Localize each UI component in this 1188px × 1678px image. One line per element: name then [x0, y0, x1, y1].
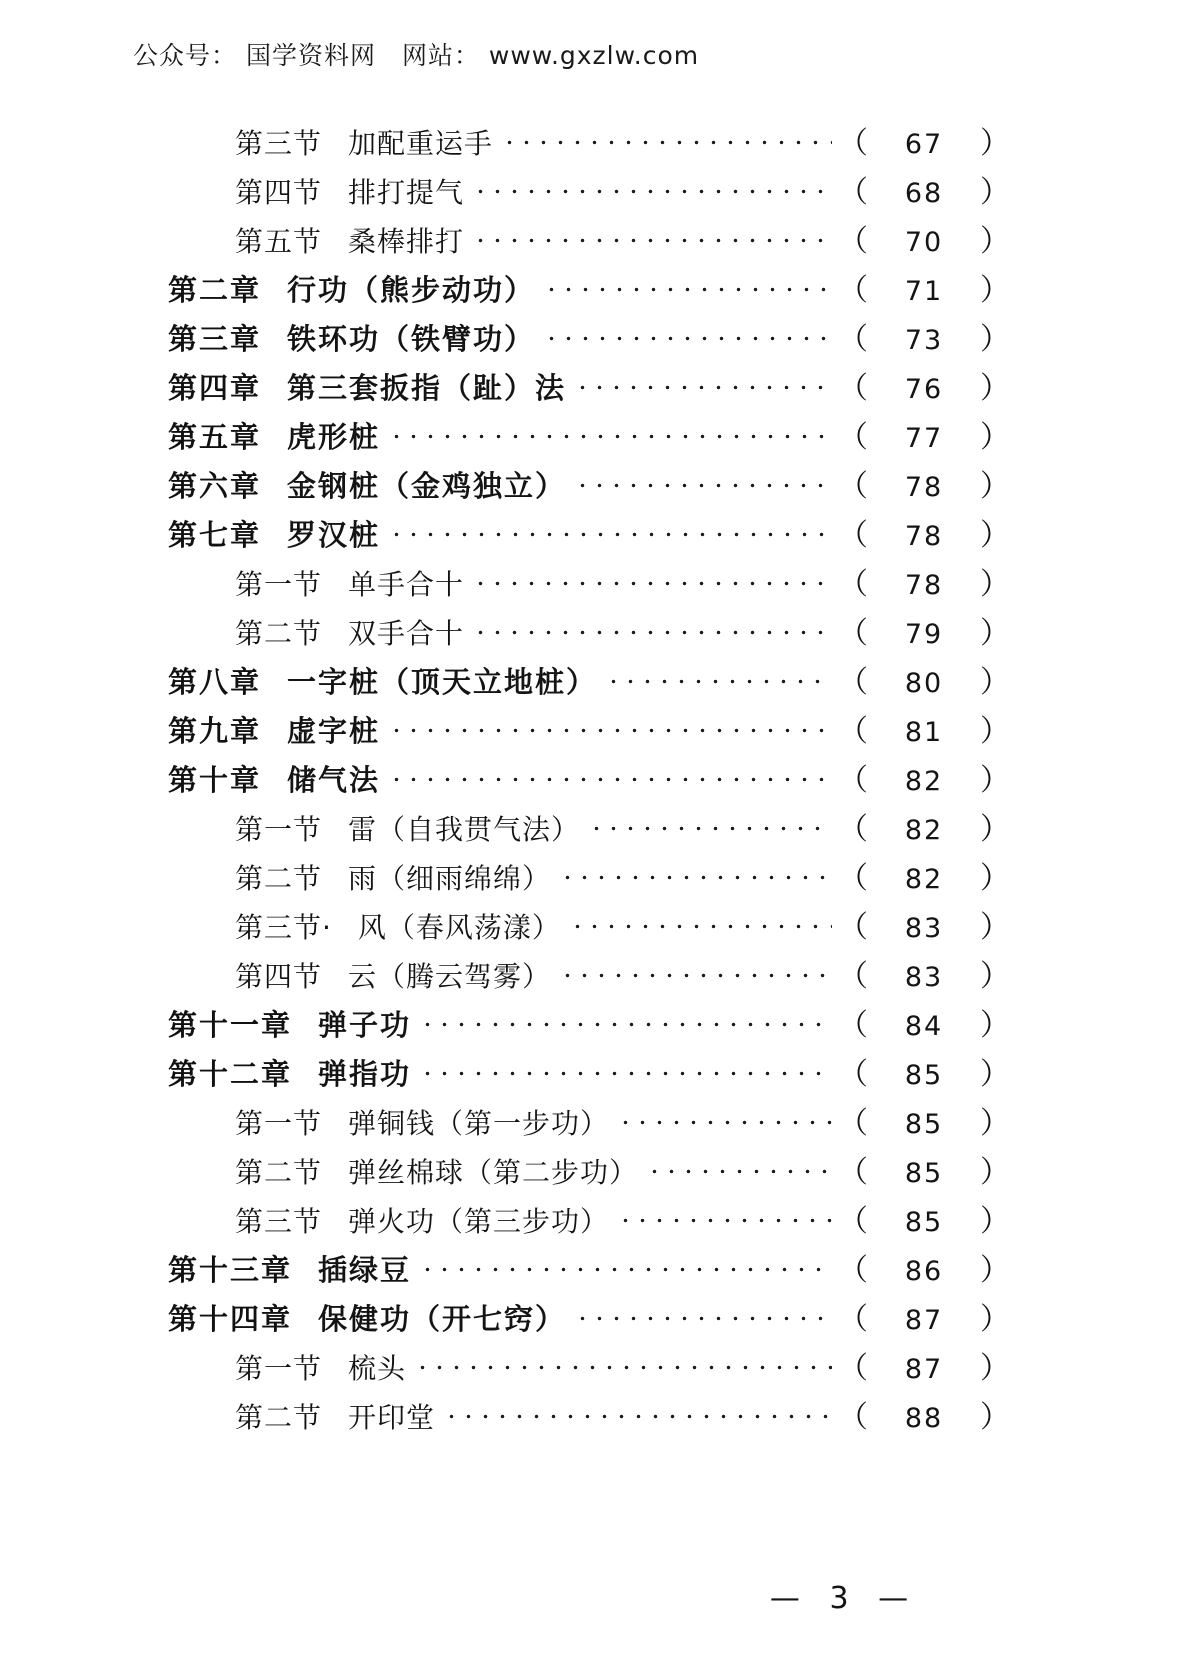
toc-leader-dots [617, 1105, 832, 1133]
toc-paren-open: （ [838, 861, 868, 896]
toc-entry-label: 第一节 [235, 568, 323, 601]
toc-entry[interactable] [150, 412, 1010, 461]
toc-entry-page: 70 [904, 227, 944, 258]
toc-entry-title: 雷（自我贯气法） [348, 813, 581, 846]
toc-leader-dots [646, 1154, 832, 1182]
toc-entry-title: 雨（细雨绵绵） [348, 862, 552, 895]
toc-paren-open: （ [838, 616, 868, 651]
toc-entry-label: 第六章 [168, 469, 262, 503]
toc-entry-page: 82 [904, 766, 944, 797]
toc-paren-close: ） [980, 469, 1010, 504]
toc-paren-open: （ [838, 1400, 868, 1435]
toc-entry-label: 第十一章 [168, 1008, 293, 1042]
toc-entry-title: 加配重运手 [348, 127, 494, 160]
toc-paren-close: ） [980, 273, 1010, 308]
toc-entry-title: 弹指功 [318, 1057, 412, 1091]
toc-leader-dots [559, 860, 832, 888]
toc-entry-title: 风（春风荡漾） [357, 911, 561, 944]
toc-entry-page: 86 [904, 1256, 944, 1287]
toc-entry-title: 金钢桩（金鸡独立） [287, 469, 567, 503]
toc-entry-label: 第五节 [235, 225, 323, 258]
toc-paren-close: ） [980, 371, 1010, 406]
toc-paren-open: （ [838, 812, 868, 847]
toc-paren-close: ） [980, 616, 1010, 651]
toc-entry[interactable] [150, 1000, 1010, 1049]
toc-entry[interactable] [150, 804, 1010, 853]
toc-entry-title: 排打提气 [348, 176, 465, 209]
toc-leader-dots [472, 615, 832, 643]
toc-paren-open: （ [838, 273, 868, 308]
folio-number: — 3 — [769, 1581, 919, 1616]
toc-entry-label: 第九章 [168, 714, 262, 748]
toc-entry[interactable] [150, 559, 1010, 608]
toc-entry-label: 第二节 [235, 1156, 323, 1189]
toc-paren-open: （ [838, 910, 868, 945]
toc-leader-dots [388, 517, 832, 545]
toc-entry-title: 开印堂 [348, 1401, 436, 1434]
toc-entry-label: 第一节 [235, 1107, 323, 1140]
toc-paren-open: （ [838, 322, 868, 357]
page-footer [0, 1581, 1188, 1616]
toc-entry-page: 77 [904, 423, 944, 454]
toc-entry-page: 78 [904, 472, 944, 503]
toc-entry-title: 双手合十 [348, 617, 465, 650]
toc-paren-open: （ [838, 714, 868, 749]
toc-leader-dots [617, 1203, 832, 1231]
toc-entry-page: 73 [904, 325, 944, 356]
toc-paren-open: （ [838, 175, 868, 210]
toc-entry[interactable] [150, 1098, 1010, 1147]
toc-paren-close: ） [980, 1400, 1010, 1435]
toc-entry-label: 第一节 [235, 813, 323, 846]
toc-paren-close: ） [980, 763, 1010, 798]
toc-paren-close: ） [980, 1204, 1010, 1239]
toc-entry[interactable] [150, 1392, 1010, 1441]
toc-entry-label: 第十三章 [168, 1253, 293, 1287]
toc-paren-open: （ [838, 1057, 868, 1092]
toc-entry-label: 第二节 [235, 862, 323, 895]
toc-leader-dots [388, 713, 832, 741]
toc-entry-label: 第四章 [168, 371, 262, 405]
toc-entry-page: 80 [904, 668, 944, 699]
toc-paren-open: （ [838, 518, 868, 553]
toc-paren-open: （ [838, 1351, 868, 1386]
toc-entry-page: 87 [904, 1354, 944, 1385]
toc-entry-page: 79 [904, 619, 944, 650]
toc-entry-title: 桑棒排打 [348, 225, 465, 258]
toc-paren-open: （ [838, 126, 868, 161]
toc-entry-label: 第五章 [168, 420, 262, 454]
toc-paren-close: ） [980, 322, 1010, 357]
toc-paren-close: ） [980, 861, 1010, 896]
toc-paren-open: （ [838, 959, 868, 994]
toc-paren-close: ） [980, 714, 1010, 749]
toc-entry-title: 第三套扳指（趾）法 [287, 371, 567, 405]
toc-entry[interactable] [150, 853, 1010, 902]
toc-entry-page: 85 [904, 1207, 944, 1238]
toc-leader-dots [605, 664, 832, 692]
toc-paren-open: （ [838, 1253, 868, 1288]
toc-leader-dots [419, 1252, 832, 1280]
toc-paren-close: ） [980, 1253, 1010, 1288]
toc-entry-title: 储气法 [287, 763, 381, 797]
toc-entry-label: 第七章 [168, 518, 262, 552]
toc-paren-close: ） [980, 1351, 1010, 1386]
toc-leader-dots [472, 566, 832, 594]
toc-entry-title: 保健功（开七窍） [318, 1302, 567, 1336]
toc-leader-dots [501, 125, 832, 153]
toc-leader-dots [472, 223, 832, 251]
toc-leader-dots [472, 174, 832, 202]
toc-paren-close: ） [980, 959, 1010, 994]
toc-paren-open: （ [838, 665, 868, 700]
toc-entry-title: 行功（熊步动功） [287, 273, 536, 307]
toc-paren-close: ） [980, 420, 1010, 455]
toc-entry-title: 单手合十 [348, 568, 465, 601]
toc-entry-page: 68 [904, 178, 944, 209]
toc-leader-dots [569, 909, 832, 937]
toc-entry-page: 85 [904, 1158, 944, 1189]
toc-entry-page: 88 [904, 1403, 944, 1434]
toc-entry[interactable] [150, 363, 1010, 412]
toc-entry-page: 85 [904, 1109, 944, 1140]
toc-entry-label: 第四节 [235, 176, 323, 209]
toc-entry-title: 一字桩（顶天立地桩） [287, 665, 598, 699]
toc-entry-page: 78 [904, 570, 944, 601]
toc-entry-label: 第十二章 [168, 1057, 293, 1091]
toc-entry-label: 第三节 [235, 127, 323, 160]
toc-paren-close: ） [980, 1155, 1010, 1190]
toc-paren-close: ） [980, 126, 1010, 161]
toc-entry-page: 76 [904, 374, 944, 405]
toc-entry-label: 第二章 [168, 273, 262, 307]
toc-entry[interactable] [150, 1294, 1010, 1343]
toc-leader-dots [419, 1056, 832, 1084]
toc-leader-dots [388, 419, 832, 447]
toc-entry-page: 71 [904, 276, 944, 307]
toc-paren-close: ） [980, 1302, 1010, 1337]
toc-entry[interactable] [150, 510, 1010, 559]
toc-entry-page: 82 [904, 864, 944, 895]
toc-paren-close: ） [980, 175, 1010, 210]
toc-leader-dots [388, 762, 832, 790]
toc-entry-title: 弹火功（第三步功） [348, 1205, 610, 1238]
toc-entry-title: 插绿豆 [318, 1253, 412, 1287]
toc-paren-open: （ [838, 371, 868, 406]
toc-entry[interactable] [150, 1196, 1010, 1245]
toc-paren-close: ） [980, 518, 1010, 553]
toc-entry-label: 第十四章 [168, 1302, 293, 1336]
toc-entry-label: 第二节 [235, 617, 323, 650]
toc-entry[interactable] [150, 1049, 1010, 1098]
toc-leader-dots [443, 1399, 832, 1427]
toc-entry-title: 虚字桩 [287, 714, 381, 748]
toc-paren-close: ） [980, 224, 1010, 259]
toc-paren-open: （ [838, 1302, 868, 1337]
toc-entry-label: 第八章 [168, 665, 262, 699]
toc-entry[interactable] [150, 755, 1010, 804]
toc-leader-dots [419, 1007, 832, 1035]
toc-entry[interactable] [150, 265, 1010, 314]
toc-entry[interactable] [150, 216, 1010, 265]
toc-leader-dots [588, 811, 832, 839]
toc-entry[interactable] [150, 706, 1010, 755]
toc-paren-open: （ [838, 567, 868, 602]
toc-entry-page: 78 [904, 521, 944, 552]
toc-entry-label: 第四节 [235, 960, 323, 993]
toc-paren-open: （ [838, 420, 868, 455]
toc-paren-close: ） [980, 910, 1010, 945]
toc-entry-title: 弹丝棉球（第二步功） [348, 1156, 639, 1189]
toc-entry[interactable] [150, 461, 1010, 510]
toc-entry[interactable] [150, 951, 1010, 1000]
toc-entry-title: 虎形桩 [287, 420, 381, 454]
toc-entry[interactable] [150, 314, 1010, 363]
toc-entry[interactable] [150, 902, 1010, 951]
toc-entry-label: 第三节· [235, 911, 332, 944]
toc-leader-dots [543, 321, 832, 349]
toc-entry-label: 第二节 [235, 1401, 323, 1434]
toc-entry[interactable] [150, 608, 1010, 657]
toc-leader-dots [574, 1301, 832, 1329]
toc-entry-page: 87 [904, 1305, 944, 1336]
toc-entry-label: 第十章 [168, 763, 262, 797]
toc-entry-title: 云（腾云驾雾） [348, 960, 552, 993]
toc-paren-close: ） [980, 1106, 1010, 1141]
toc-paren-close: ） [980, 812, 1010, 847]
toc-entry-page: 85 [904, 1060, 944, 1091]
toc-paren-open: （ [838, 763, 868, 798]
toc-leader-dots [559, 958, 832, 986]
toc-entry-page: 67 [904, 129, 944, 160]
toc-entry-title: 弹子功 [318, 1008, 412, 1042]
toc-entry[interactable] [150, 118, 1010, 167]
toc-entry[interactable] [150, 1245, 1010, 1294]
toc-leader-dots [574, 370, 832, 398]
toc-entry-page: 83 [904, 962, 944, 993]
toc-paren-open: （ [838, 1106, 868, 1141]
toc-entry[interactable] [150, 657, 1010, 706]
toc-entry-label: 第三章 [168, 322, 262, 356]
toc-entry-label: 第一节 [235, 1352, 323, 1385]
toc-paren-open: （ [838, 1155, 868, 1190]
toc-entry-title: 铁环功（铁臂功） [287, 322, 536, 356]
toc-entry-label: 第三节 [235, 1205, 323, 1238]
toc-paren-close: ） [980, 1057, 1010, 1092]
toc-entry-title: 弹铜钱（第一步功） [348, 1107, 610, 1140]
toc-entry-page: 83 [904, 913, 944, 944]
toc-paren-open: （ [838, 224, 868, 259]
toc-paren-close: ） [980, 1008, 1010, 1043]
toc-leader-dots [574, 468, 832, 496]
watermark-header: 公众号： 国学资料网 网站： www.gxzlw.com [133, 41, 700, 70]
table-of-contents [150, 118, 1010, 1441]
toc-paren-close: ） [980, 665, 1010, 700]
toc-entry[interactable] [150, 1343, 1010, 1392]
toc-entry[interactable] [150, 167, 1010, 216]
toc-entry-title: 罗汉桩 [287, 518, 381, 552]
toc-entry-page: 82 [904, 815, 944, 846]
toc-paren-open: （ [838, 1008, 868, 1043]
toc-entry[interactable] [150, 1147, 1010, 1196]
toc-paren-open: （ [838, 469, 868, 504]
toc-paren-open: （ [838, 1204, 868, 1239]
toc-leader-dots [414, 1350, 832, 1378]
toc-entry-title: 梳头 [348, 1352, 407, 1385]
toc-paren-close: ） [980, 567, 1010, 602]
toc-entry-page: 81 [904, 717, 944, 748]
toc-entry-page: 84 [904, 1011, 944, 1042]
toc-leader-dots [543, 272, 832, 300]
